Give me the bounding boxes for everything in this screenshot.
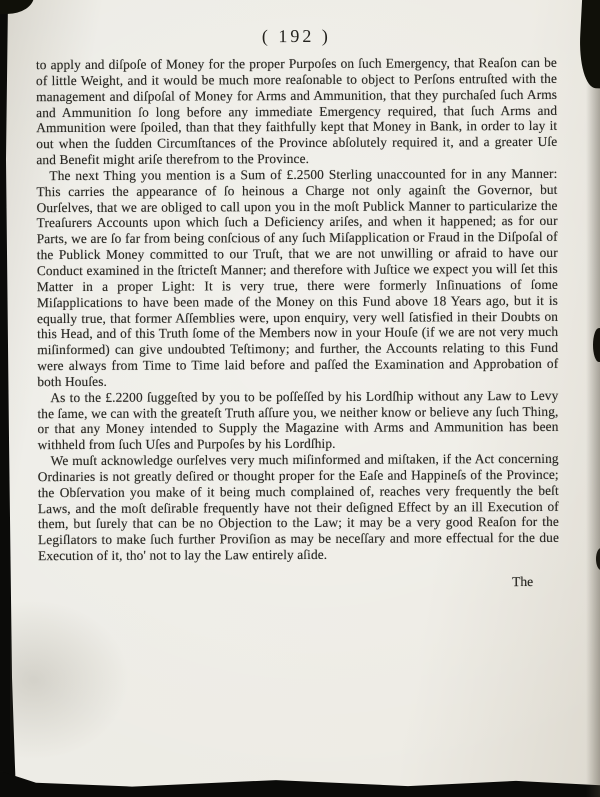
scan-blemish-top-right bbox=[578, 0, 600, 89]
catchword: The bbox=[512, 573, 534, 590]
paragraph: As to the £.2200 ſuggeſted by you to be poſſeſſed by his Lordſhip without any Law to Levy the ſame, we can with the greateſt Truth aſſure you, we neither know or believe any ſuch Thing, or that any Money intended to Supply the Magazine with Arms and Ammunition has been withheld from ſuch Uſes and Purpoſes by his Lordſhip. bbox=[37, 387, 559, 453]
paragraph: The next Thing you mention is a Sum of £.2500 Sterling unaccounted for in any Manner: This carries the appearance of ſo heinous a Charge not only againſt the Governor, but Ourſelves, that we are obliged to call upon you in the moſt Publick Manner to particularize the Treaſurers Accounts upon which ſuch a Deficiency ariſes, and when it happened; as for our Parts, we are ſo far from being conſcious of any ſuch Miſapplication or Fraud in the Diſpoſal of the Publick Money committed to our Truſt, that we are not unwilling or afraid to have our Conduct examined in the ſtricteſt Manner; and therefore with Juſtice we expect you will ſet this Matter in a proper Light: It is very true, there were formerly Inſinuations of ſome Miſapplications to have been made of the Money on this Fund above 18 Years ago, but it is equally true, that former Aſſemblies were, upon enquiry, very well ſatisfied in their Doubts on this Head, and of this Truth ſome of the Members now in your Houſe (if we are not very much miſinformed) can give undoubted Teſtimony; and further, the Accounts relating to this Fund were always from Time to Time laid before and paſſed the Examination and Approbation of both Houſes. bbox=[36, 165, 559, 390]
paragraph: We muſt acknowledge ourſelves very much miſinformed and miſtaken, if the Act concerning Ordinaries is not greatly deſired or thought proper for the Eaſe and Happineſs of the Province; the Obſervation you make of it being much complained of, reaches very frequently the beſt Laws, and the moſt deſirable frequently have not their deſigned Effect by an ill Execution of them, but ſurely that can be no Objection to the Law; it may be a very good Reaſon for the Legiſlators to make ſuch further Proviſion as may be neceſſary and more effectual for the due Execution of it, tho' not to lay the Law entirely aſide. bbox=[37, 450, 560, 564]
page-number-header: ( 192 ) bbox=[261, 25, 331, 47]
paragraph: to apply and diſpoſe of Money for the proper Purpoſes on ſuch Emergency, that Reaſon can be of little Weight, and it would be much more reaſonable to object to Perſons entruſted with the management and diſpoſal of Money for Arms and Ammunition, that they purchaſed ſuch Arms and Ammunition ſo long before any immediate Emergency required, that ſuch Arms and Ammunition were ſpoiled, than that they faithfully kept that Money in Bank, in order to lay it out when the ſudden Circumſtances of the Province abſolutely required it, and a greater Uſe and Benefit might ariſe therefrom to the Province. bbox=[35, 54, 558, 168]
page-content bbox=[36, 25, 559, 592]
scan-blemish-top-left bbox=[0, 0, 34, 14]
paper-stain bbox=[10, 600, 130, 760]
scan-edge-bottom bbox=[0, 771, 600, 797]
scan-nick-right-upper bbox=[593, 328, 600, 362]
scan-nick-right-lower bbox=[596, 548, 600, 570]
scan-edge-right-shadow bbox=[586, 0, 600, 797]
